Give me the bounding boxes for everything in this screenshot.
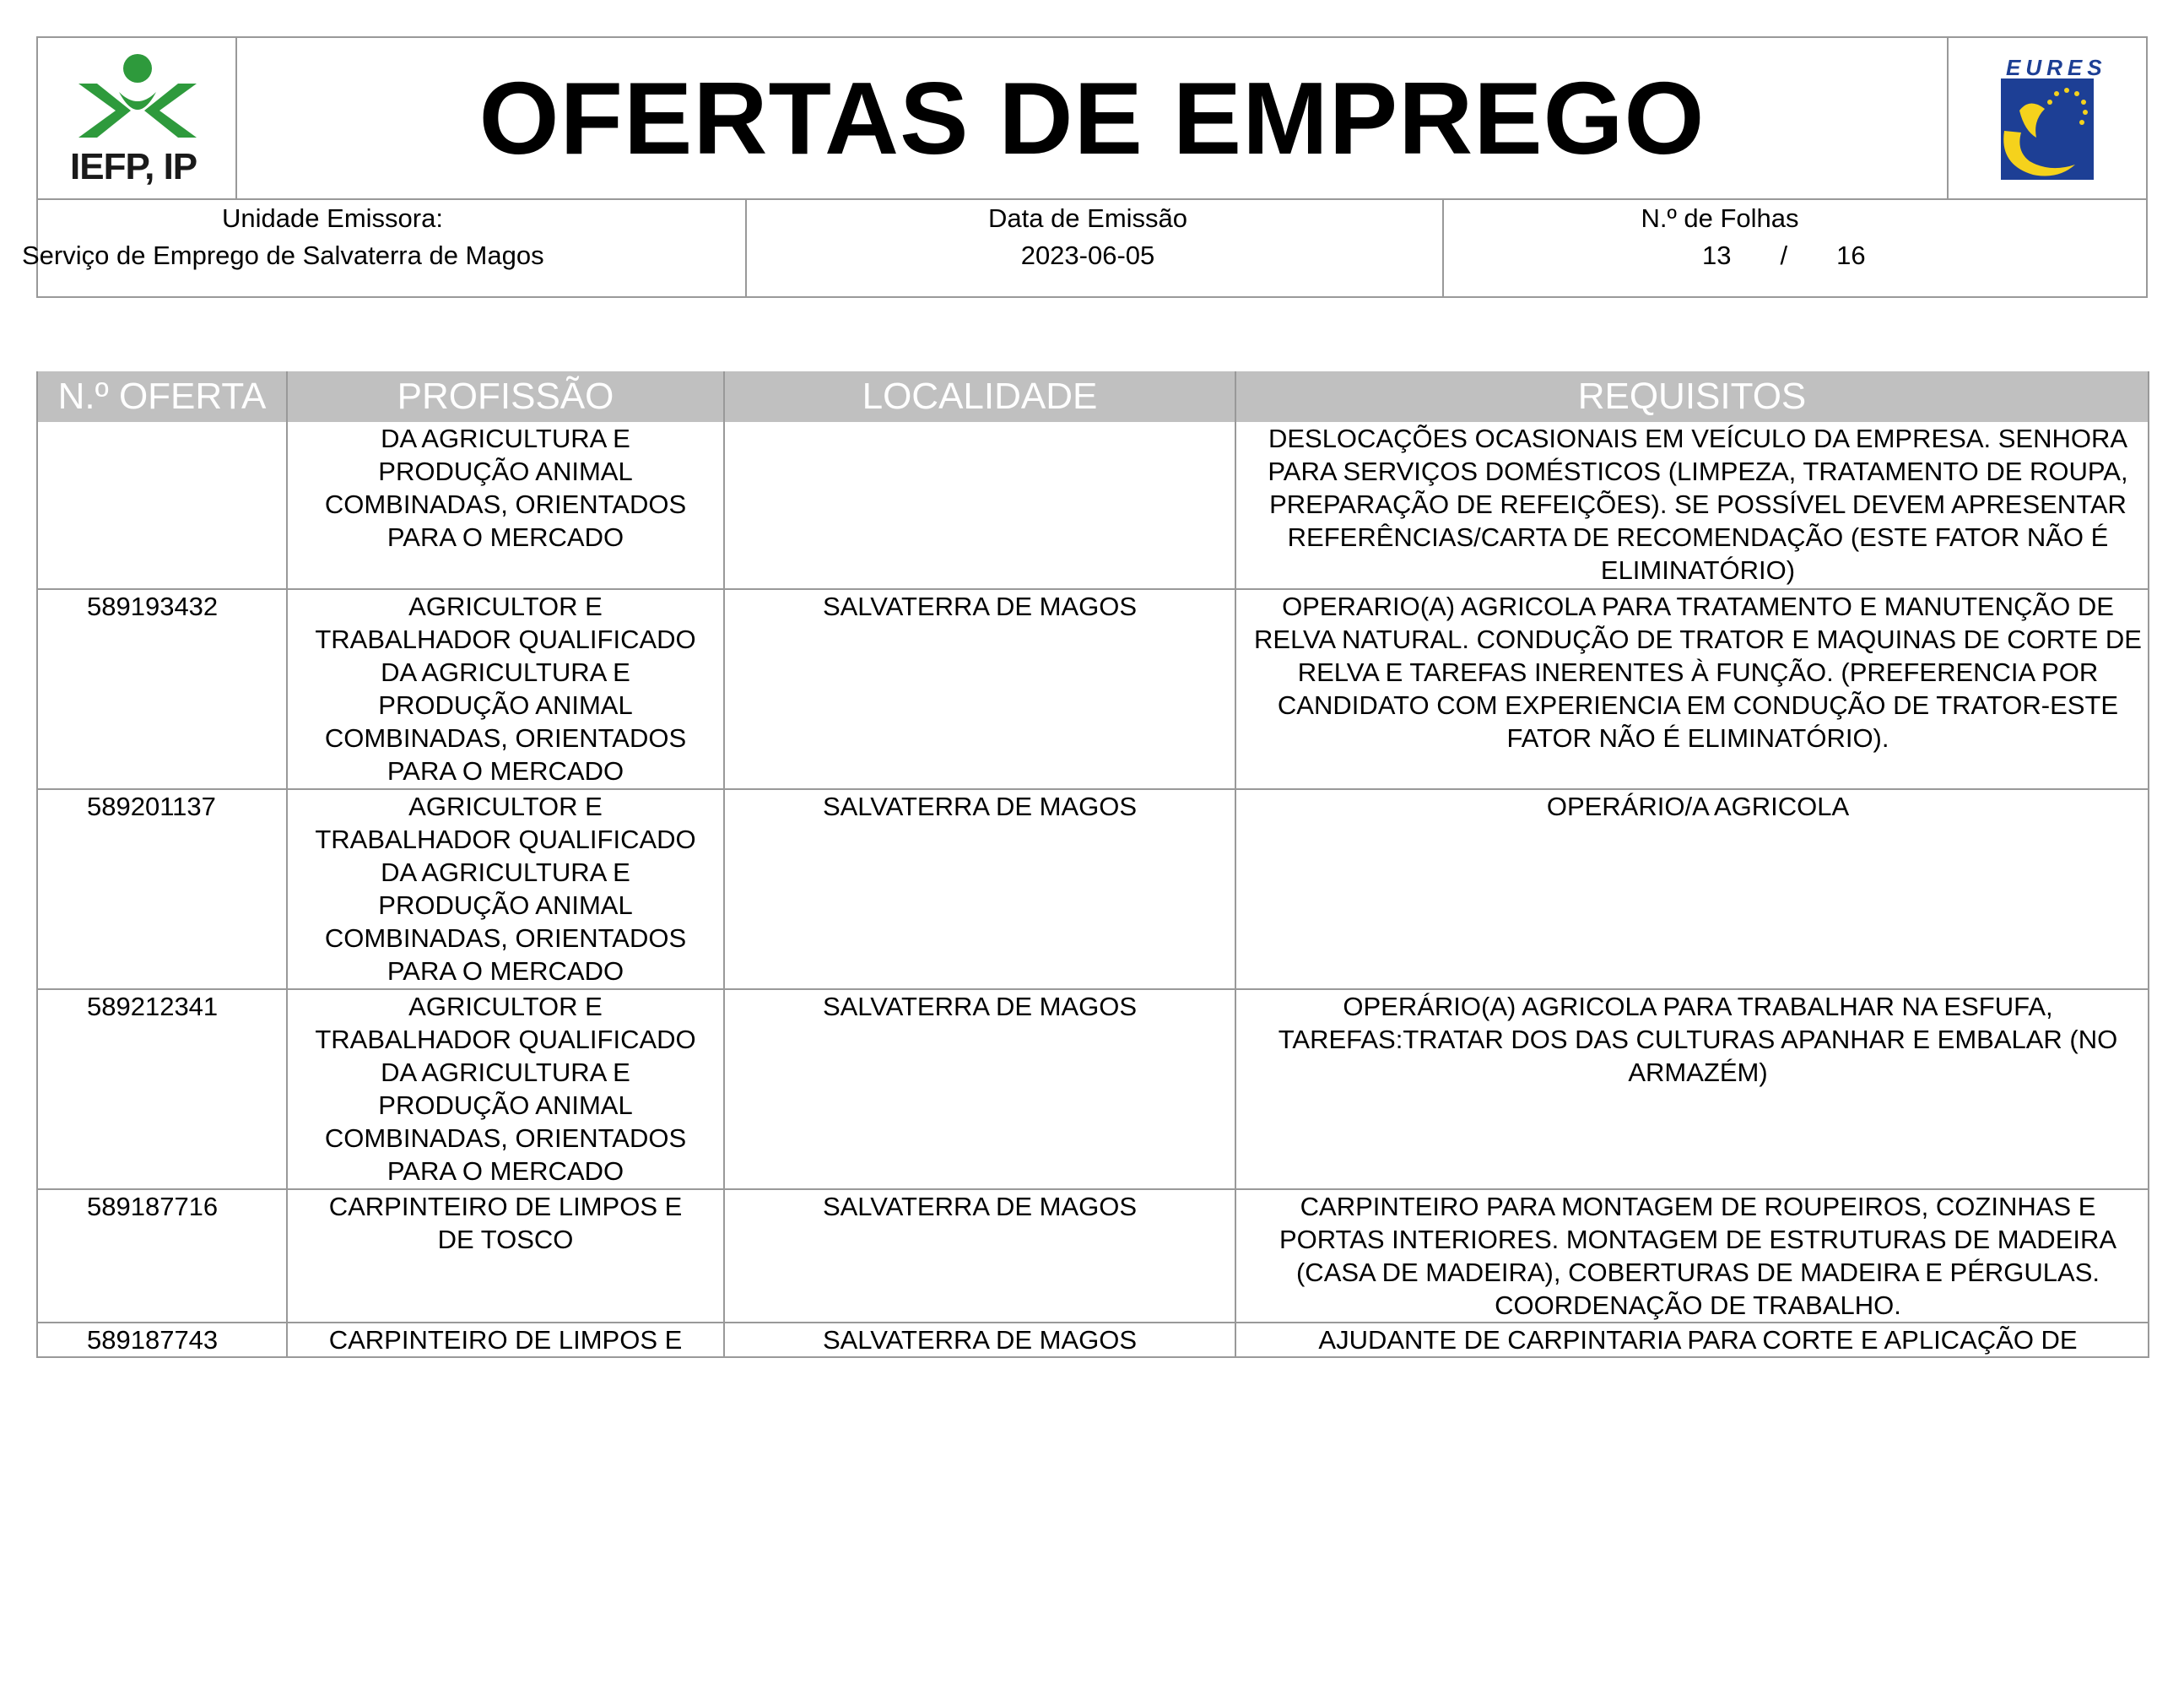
table-header-row — [37, 371, 2149, 422]
table-row — [37, 422, 2149, 589]
iefp-emblem-icon — [38, 43, 237, 153]
eures-logo — [1947, 38, 2146, 198]
data-label: Data de Emissão — [987, 203, 1188, 233]
cell-localidade: SALVATERRA DE MAGOS — [724, 789, 1235, 989]
header-info-row — [22, 200, 2146, 298]
data-emissao-cell — [747, 200, 1444, 298]
cell-profissao: CARPINTEIRO DE LIMPOS E — [287, 1323, 724, 1357]
cell-profissao: CARPINTEIRO DE LIMPOS E DE TOSCO — [287, 1189, 724, 1323]
table-row — [37, 589, 2149, 789]
column-header-localidade: LOCALIDADE — [724, 371, 1235, 422]
page-title: OFERTAS DE EMPREGO — [478, 61, 1706, 176]
unidade-value: Serviço de Emprego de Salvaterra de Magos — [22, 241, 544, 270]
cell-requisitos: OPERÁRIO(A) AGRICOLA PARA TRABALHAR NA ESFUFA, TAREFAS:TRATAR DOS DAS CULTURAS APANHAR E EMBALAR (NO ARMAZÉM) — [1235, 989, 2149, 1189]
cell-localidade: SALVATERRA DE MAGOS — [724, 989, 1235, 1189]
numero-folhas-cell — [1444, 200, 2148, 298]
cell-localidade — [724, 422, 1235, 589]
cell-oferta: 589187743 — [37, 1323, 287, 1357]
folhas-separator: / — [1780, 241, 1788, 270]
column-header-oferta: N.º OFERTA — [37, 371, 287, 422]
iefp-logo-text: IEFP, IP — [70, 146, 197, 187]
column-header-profissao: PROFISSÃO — [287, 371, 724, 422]
cell-requisitos: CARPINTEIRO PARA MONTAGEM DE ROUPEIROS, COZINHAS E PORTAS INTERIORES. MONTAGEM DE ESTRUTURAS DE MADEIRA (CASA DE MADEIRA), COBERTURAS DE MADEIRA E PÉRGULAS. COORDENAÇÃO DE TRABALHO. — [1235, 1189, 2149, 1323]
cell-localidade: SALVATERRA DE MAGOS — [724, 1189, 1235, 1323]
cell-requisitos: DESLOCAÇÕES OCASIONAIS EM VEÍCULO DA EMPRESA. SENHORA PARA SERVIÇOS DOMÉSTICOS (LIMPEZA, TRATAMENTO DE ROUPA, PREPARAÇÃO DE REFEIÇÕES). SE POSSÍVEL DEVEM APRESENTAR REFERÊNCIAS/CARTA DE RECOMENDAÇÃO (ESTE FATOR NÃO É ELIMINATÓRIO) — [1235, 422, 2149, 589]
eures-logo-text: EURES — [2006, 55, 2107, 80]
cell-localidade: SALVATERRA DE MAGOS — [724, 589, 1235, 789]
header-top-row — [38, 38, 2146, 200]
cell-oferta — [37, 422, 287, 589]
cell-requisitos: OPERARIO(A) AGRICOLA PARA TRATAMENTO E MANUTENÇÃO DE RELVA NATURAL. CONDUÇÃO DE TRATOR E MAQUINAS DE CORTE DE RELVA E TAREFAS INERENTES À FUNÇÃO. (PREFERENCIA POR CANDIDATO COM EXPERIENCIA EM CONDUÇÃO DE TRATOR-ESTE FATOR NÃO É ELIMINATÓRIO). — [1235, 589, 2149, 789]
column-header-requisitos: REQUISITOS — [1235, 371, 2149, 422]
job-offers-table — [36, 371, 2149, 1358]
table-row — [37, 789, 2149, 989]
folhas-total: 16 — [1836, 241, 1866, 270]
cell-oferta: 589201137 — [37, 789, 287, 989]
cell-requisitos: AJUDANTE DE CARPINTARIA PARA CORTE E APLICAÇÃO DE — [1235, 1323, 2149, 1357]
table-row — [37, 1189, 2149, 1323]
unidade-label: Unidade Emissora: — [222, 203, 443, 233]
cell-oferta: 589187716 — [37, 1189, 287, 1323]
cell-localidade: SALVATERRA DE MAGOS — [724, 1323, 1235, 1357]
folhas-value — [1702, 241, 1866, 271]
document-header — [22, 36, 2148, 298]
cell-profissao: AGRICULTOR E TRABALHADOR QUALIFICADO DA AGRICULTURA E PRODUÇÃO ANIMAL COMBINADAS, ORIENTADOS PARA O MERCADO — [287, 589, 724, 789]
cell-oferta: 589193432 — [37, 589, 287, 789]
cell-profissao: AGRICULTOR E TRABALHADOR QUALIFICADO DA AGRICULTURA E PRODUÇÃO ANIMAL COMBINADAS, ORIENTADOS PARA O MERCADO — [287, 989, 724, 1189]
data-value: 2023-06-05 — [1020, 241, 1155, 270]
folhas-label: N.º de Folhas — [1641, 203, 1799, 233]
title-cell — [237, 38, 1947, 198]
cell-profissao: DA AGRICULTURA E PRODUÇÃO ANIMAL COMBINADAS, ORIENTADOS PARA O MERCADO — [287, 422, 724, 589]
cell-requisitos: OPERÁRIO/A AGRICOLA — [1235, 789, 2149, 989]
folhas-current: 13 — [1702, 241, 1732, 270]
table-row — [37, 989, 2149, 1189]
cell-profissao: AGRICULTOR E TRABALHADOR QUALIFICADO DA AGRICULTURA E PRODUÇÃO ANIMAL COMBINADAS, ORIENTADOS PARA O MERCADO — [287, 789, 724, 989]
iefp-logo — [38, 38, 237, 198]
unidade-emissora-cell — [22, 200, 747, 298]
cell-oferta: 589212341 — [37, 989, 287, 1189]
table-row — [37, 1323, 2149, 1357]
